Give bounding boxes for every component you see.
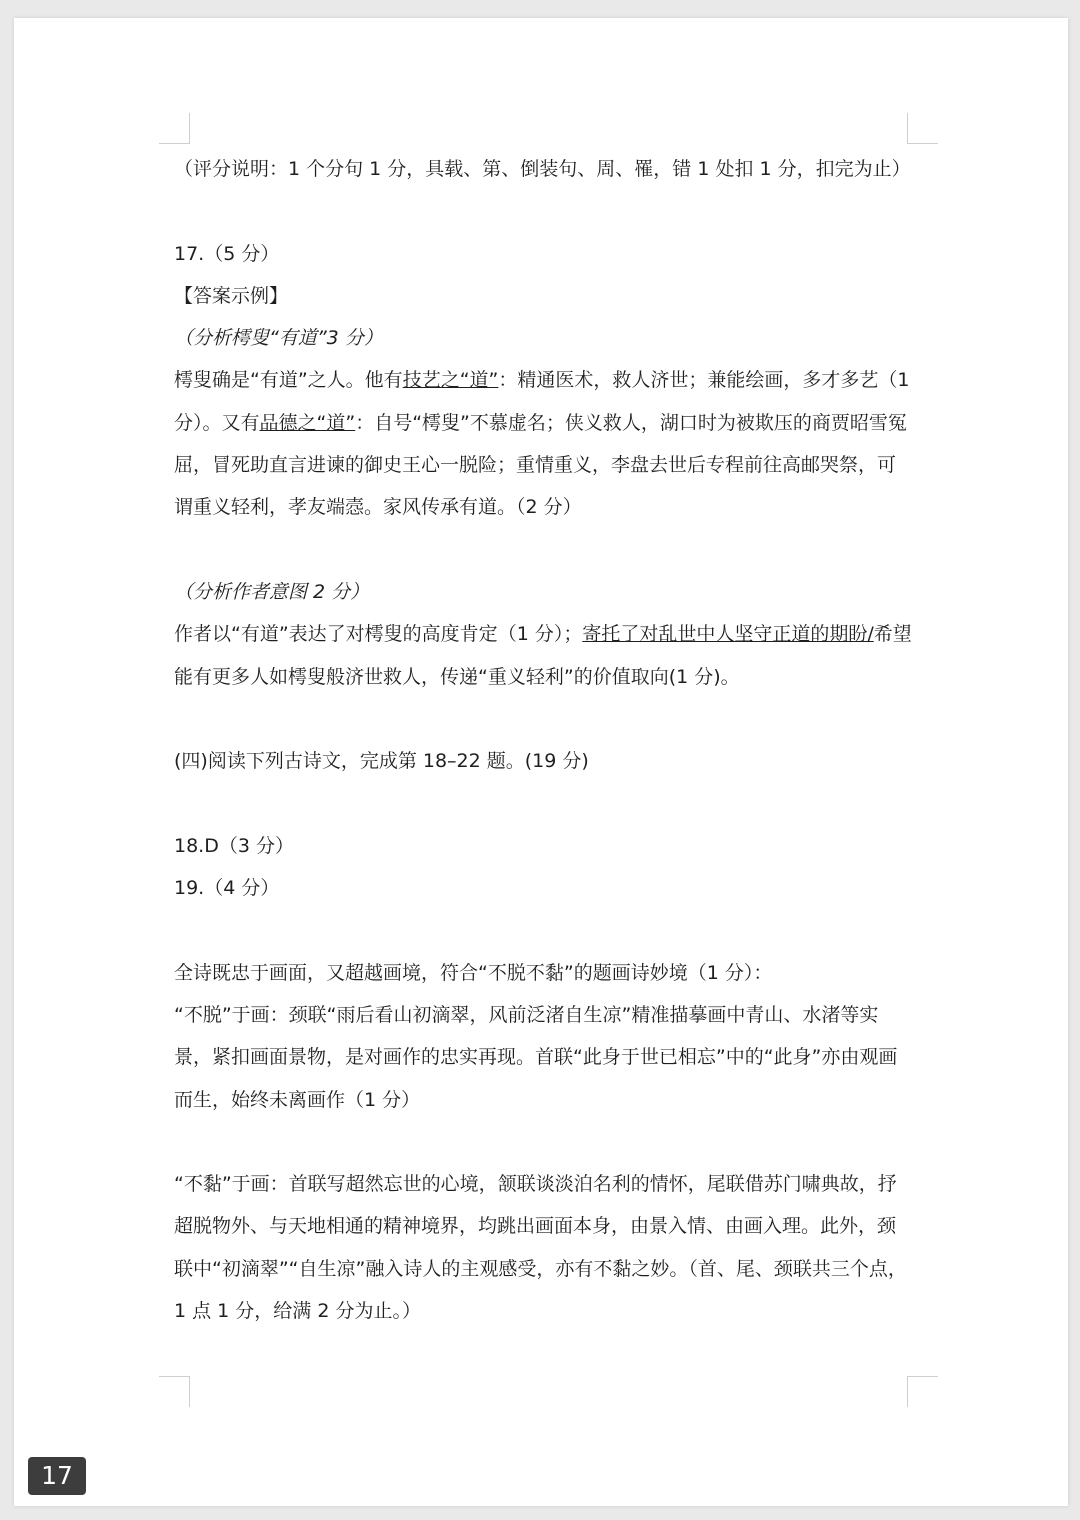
q17-para1 [174, 359, 914, 528]
q17-heading: 17.（5 分） [174, 242, 280, 265]
section4-heading: (四)阅读下列古诗文，完成第 18–22 题。(19 分) [174, 750, 589, 773]
crop-mark-top-right [907, 113, 938, 144]
page-content [174, 148, 914, 1332]
q19-para1: “不脱”于画：颈联“雨后看山初滴翠，风前泛渚自生凉”精准描摹画中青山、水渚等实景，紧扣画面景物，是对画作的忠实再现。首联“此身于世已相忘”中的“此身”亦由观画而生，始终未离画作（1 分） [174, 1003, 898, 1111]
scoring-note: （评分说明：1 个分句 1 分，具载、第、倒装句、周、罹，错 1 处扣 1 分，扣完为止） [174, 158, 911, 180]
q17-para2-text-b: 希望能有更多人如樗叟般济世救人，传递“重义轻利”的价值取向(1 分)。 [174, 623, 912, 688]
q17-para2-text-a: 作者以“有道”表达了对樗叟的高度肯定（1 分）； [174, 623, 583, 646]
q17-para2 [174, 613, 914, 698]
q18-answer: 18.D（3 分） [174, 834, 294, 857]
q19-para2: “不黏”于画：首联写超然忘世的心境，颔联谈淡泊名利的情怀，尾联借苏门啸典故，抒超脱物外、与天地相通的精神境界，均跳出画面本身，由景入情、由画入理。此外，颈联中“初滴翠”“自生凉”融入诗人的主观感受，亦有不黏之妙。（首、尾、颈联共三个点，1 点 1 分，给满 2 分为止。） [174, 1173, 907, 1323]
q17-sub2-label: （分析作者意图 2 分） [174, 580, 370, 603]
q19-intro: 全诗既忠于画面，又超越画境，符合“不脱不黏”的题画诗妙境（1 分）： [174, 961, 773, 984]
crop-mark-top-left [159, 113, 190, 144]
q17-para1-underline-2: 品德之“道” [259, 411, 356, 434]
crop-mark-bottom-right [907, 1376, 938, 1407]
q17-sub1-label: （分析樗叟“有道”3 分） [174, 327, 383, 350]
crop-mark-bottom-left [159, 1376, 190, 1407]
page-number-badge: 17 [28, 1457, 86, 1495]
answer-label: 【答案示例】 [174, 284, 289, 307]
document-page [14, 18, 1068, 1506]
q17-para1-text-b: ：精通医术，救人济世；兼能绘画，多才多艺（1 分）。又有 [174, 369, 910, 434]
q19-heading: 19.（4 分） [174, 877, 280, 900]
q17-para1-text-c: ：自号“樗叟”不慕虚名；侠义救人，湖口时为被欺压的商贾昭雪冤屈，冒死助直言进谏的御史王心一脱险；重情重义，李盘去世后专程前往高邮哭祭，可谓重义轻利，孝友端悫。家风传承有道。（2 分） [174, 411, 907, 519]
q17-para1-text-a: 樗叟确是“有道”之人。他有 [174, 369, 403, 392]
q17-para1-underline-1: 技艺之“道” [402, 369, 499, 392]
q17-para2-underline: 寄托了对乱世中人坚守正道的期盼/ [582, 623, 874, 646]
